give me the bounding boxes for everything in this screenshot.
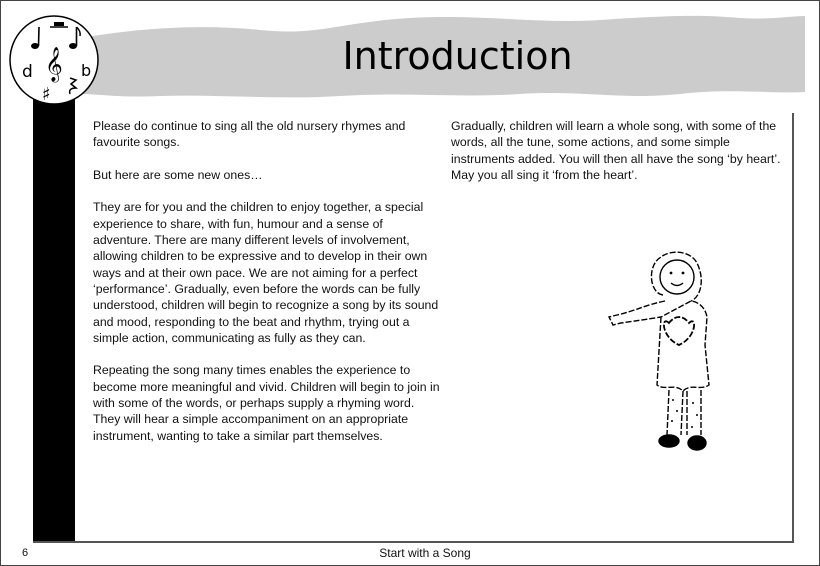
page-number: 6 [22,547,29,559]
right-border-line [792,113,794,542]
paragraph: Repeating the song many times enables the experience to become more meaningful and vivid. Children will begin to join in with some of the words, or perhaps supply a rhyming word. They will hear a simple accompaniment on an appropriate instrument, wanting to take a similar part themselves. [93,363,440,443]
right-text-column [451,118,786,199]
left-text-column [93,118,443,460]
paragraph: But here are some new ones… [93,167,263,182]
footer-book-title: Start with a Song [379,546,471,560]
left-margin-bar [33,85,75,542]
d-letter: d [22,62,33,82]
music-logo [8,14,100,106]
title-banner [80,10,805,102]
paragraph: Please do continue to sing all the old nursery rhymes and favourite songs. [93,119,406,150]
treble-clef-icon: 𝄞 [45,47,63,82]
page-title: Introduction [342,34,573,78]
sharp-icon: ♯ [42,84,51,105]
flat-icon: b [81,61,92,80]
bottom-border-line [33,541,794,543]
paragraph: They are for you and the children to enjoy together, a special experience to share, with fun, humour and a sense of adventure. There are many different levels of involvement, allowing children to be expressive and to develop in their own ways and at their own pace. We are not aiming for a perfect ‘performance’. Gradually, even before the words can be fully understood, children will begin to recognize a song by its sound and mood, responding to the beat and rhythm, trying out a simple action, communicating as fully as they can. [93,200,439,345]
paragraph: Gradually, children will learn a whole song, with some of the words, all the tune, some actions, and some simple instruments added. You will then all have the song ‘by heart’. May you all sing it ‘from the heart’. [451,119,781,182]
girl-with-heart-illustration [605,245,750,460]
